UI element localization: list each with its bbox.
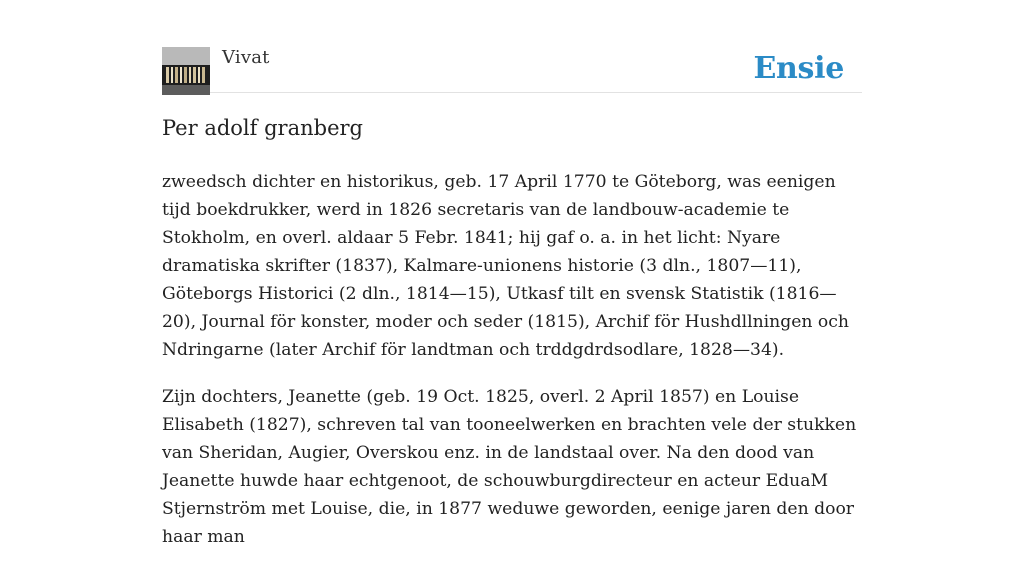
author-avatar[interactable] — [162, 47, 210, 95]
brand-logo[interactable]: Ensie — [753, 51, 844, 86]
paragraph: zweedsch dichter en historikus, geb. 17 April 1770 te Göteborg, was eenigen tijd boekdrukker, werd in 1826 secretaris van de landbouw-academie te Stokholm, en overl. aldaar 5 Febr. 1841; hij gaf o. a. in het licht: Nyare dramatiska skrifter (1837), Kalmare-unionens historie (3 dln., 1807—11), Göteborgs Historici (2 dln., 1814—15), Utkasf tilt en svensk Statistik (1816—20), Journal för konster, moder och seder (1815), Archif för Hushdllningen och Ndringarne (later Archif för landtman och trddgdrdsodlare, 1828—34). — [162, 172, 849, 360]
paragraph: Zijn dochters, Jeanette (geb. 19 Oct. 1825, overl. 2 April 1857) en Louise Elisabeth (1827), schreven tal van tooneelwerken en brachten vele der stukken van Sheridan, Augier, Overskou enz. in de landstaal over. Na den dood van Jeanette huwde haar echtgenoot, de schouwburgdirecteur en acteur EduaM Stjernström met Louise, die, in 1877 weduwe geworden, eenige jaren den door haar man — [162, 387, 857, 547]
article-body — [162, 168, 862, 570]
article-title: Per adolf granberg — [162, 116, 363, 140]
header — [162, 46, 862, 93]
author-name[interactable]: Vivat — [222, 47, 270, 68]
bookshelf-icon — [162, 47, 210, 95]
